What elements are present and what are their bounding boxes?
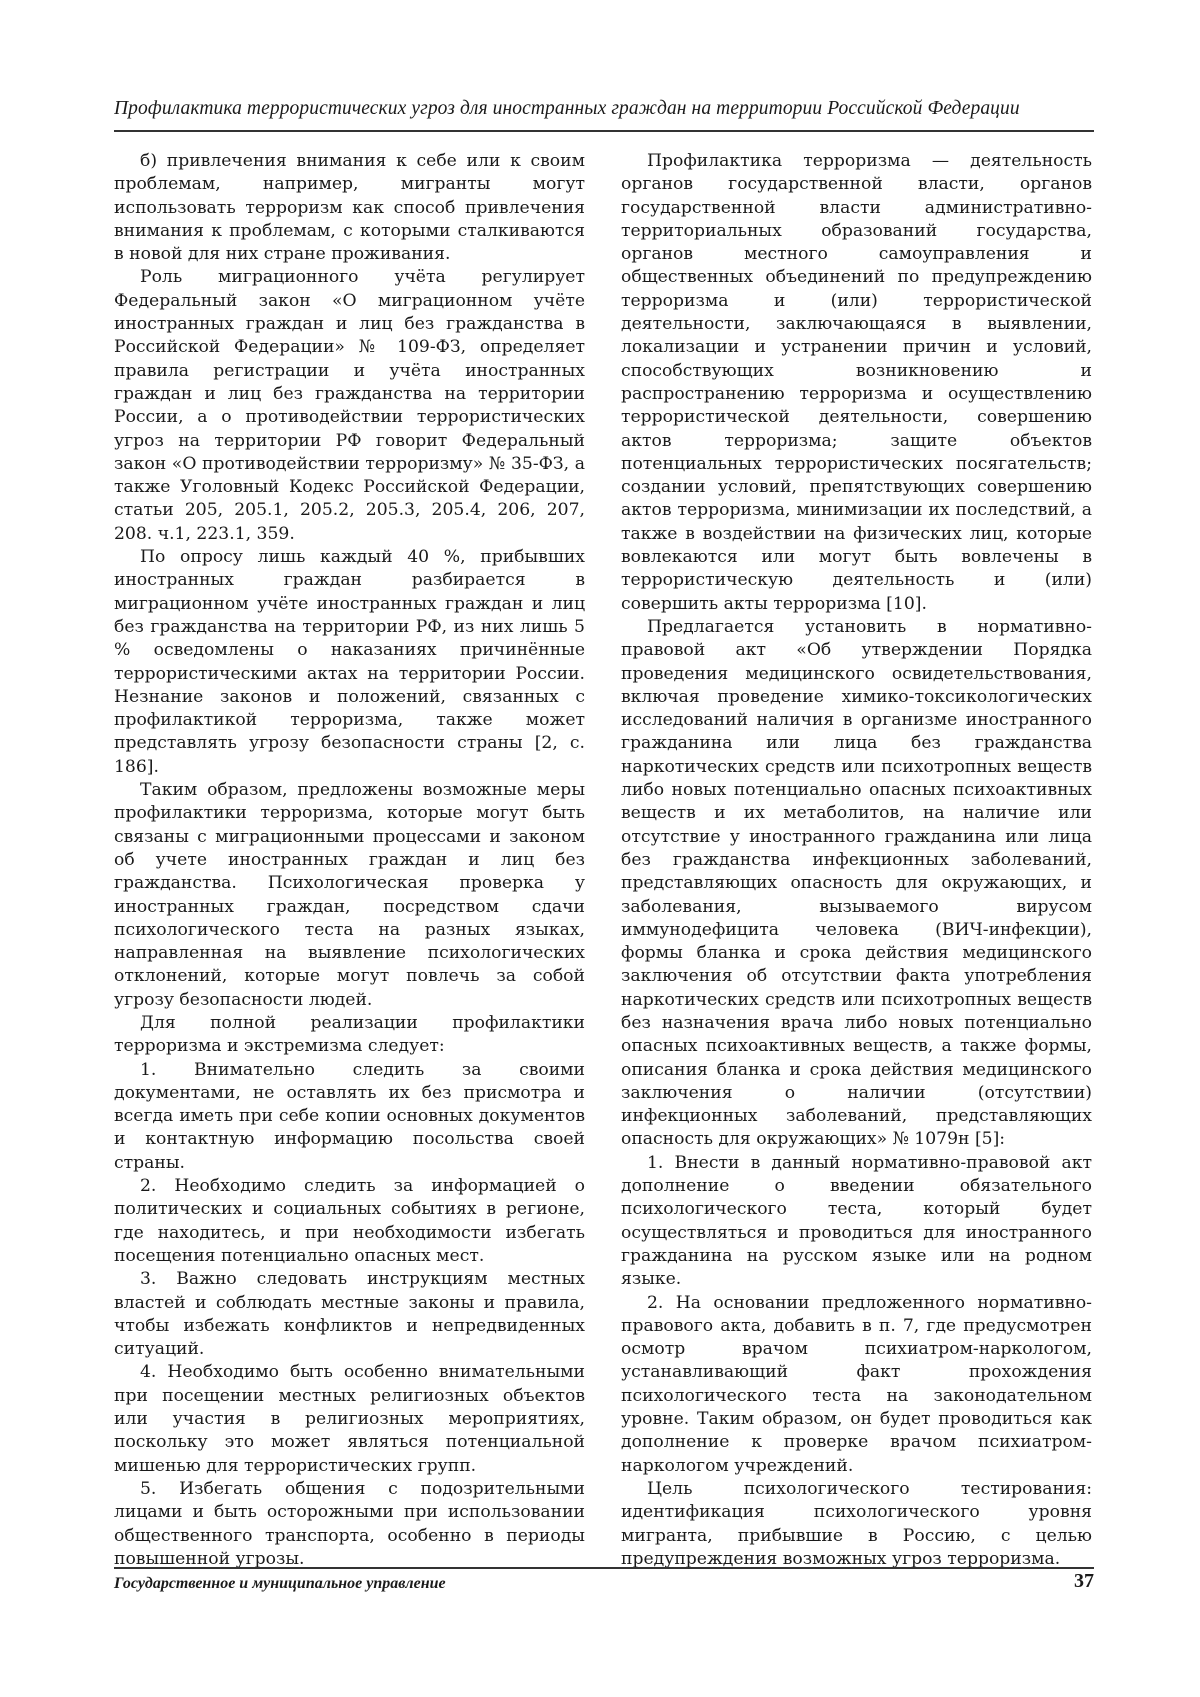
running-title: Профилактика террористических угроз для иностранных граждан на территории Российской Федерации	[114, 98, 1020, 119]
paragraph: б) привлечения внимания к себе или к своим проблемам, например, мигранты могут использовать терроризм как способ привлечения внимания к проблемам, с которыми сталкиваются в новой для них стране проживания.	[114, 151, 585, 265]
paragraph: Цель психологического тестирования: идентификация психологического уровня мигранта, прибывшие в Россию, с целью предупреждения возможных угроз терроризма.	[621, 1478, 1092, 1569]
journal-title: Государственное и муниципальное управление	[114, 1575, 446, 1592]
header-divider	[114, 130, 1094, 132]
list-item: 3. Важно следовать инструкциям местных властей и соблюдать местные законы и правила, чтобы избежать конфликтов и непредвиденных ситуаций.	[114, 1269, 585, 1360]
paragraph: Таким образом, предложены возможные меры профилактики терроризма, которые могут быть связаны с миграционными процессами и законом об учете иностранных граждан и лиц без гражданства. Психологическая проверка у иностранных граждан, посредством сдачи психологического теста на разных языках, направленная на выявление психологических отклонений, которые могут повлечь за собой угрозу безопасности людей.	[114, 780, 585, 1010]
list-item: 1. Внимательно следить за своими документами, не оставлять их без присмотра и всегда иметь при себе копии основных документов и контактную информацию посольства своей страны.	[114, 1059, 585, 1173]
page-number: 37	[1074, 1570, 1094, 1592]
paragraph: Предлагается установить в нормативно-правовой акт «Об утверждении Порядка проведения медицинского освидетельствования, включая проведение химико-токсикологических исследований наличия в организме иностранного гражданина или лица без гражданства наркотических средств или психотропных веществ либо новых потенциально опасных психоактивных веществ и их метаболитов, на наличие или отсутствие у иностранного гражданина или лица без гражданства инфекционных заболеваний, представляющих опасность для окружающих, и заболевания, вызываемого вирусом иммунодефицита человека (ВИЧ-инфекции), формы бланка и срока действия медицинского заключения об отсутствии факта употребления наркотических средств или психотропных веществ без назначения врача либо новых потенциально опасных психоактивных веществ, а также формы, описания бланка и срока действия медицинского заключения о наличии (отсутствии) инфекционных заболеваний, представляющих опасность для окружающих» № 1079н [5]:	[621, 616, 1092, 1150]
list-item: 2. Необходимо следить за информацией о политических и социальных событиях в регионе, где находитесь, и при необходимости избегать посещения потенциально опасных мест.	[114, 1176, 585, 1266]
left-column	[114, 150, 585, 1571]
paragraph: Для полной реализации профилактики терроризма и экстремизма следует:	[114, 1012, 585, 1057]
list-item: 4. Необходимо быть особенно внимательными при посещении местных религиозных объектов или участия в религиозных мероприятиях, поскольку это может являться потенциальной мишенью для террористических групп.	[114, 1362, 585, 1476]
right-column	[621, 150, 1092, 1571]
paragraph: Профилактика терроризма — деятельность органов государственной власти, органов государственной власти административно-территориальных образований государства, органов местного самоуправления и общественных объединений по предупреждению терроризма и (или) террористической деятельности, заключающаяся в выявлении, локализации и устранении причин и условий, способствующих возникновению и распространению терроризма и осуществлению террористической деятельности, совершению актов терроризма; защите объектов потенциальных террористических посягательств; создании условий, препятствующих совершению актов терроризма, минимизации их последствий, а также в воздействии на физических лиц, которые вовлекаются или могут быть вовлечены в террористическую деятельность и (или) совершить акты терроризма [10].	[621, 151, 1092, 614]
list-item: 2. На основании предложенного нормативно-правового акта, добавить в п. 7, где предусмотрен осмотр врачом психиатром-наркологом, устанавливающий факт прохождения психологического теста на законодательном уровне. Таким образом, он будет проводиться как дополнение к проверке врачом психиатром-наркологом учреждений.	[621, 1292, 1092, 1476]
footer-divider	[114, 1567, 1094, 1569]
paragraph: Роль миграционного учёта регулирует Федеральный закон «О миграционном учёте иностранных граждан и лиц без гражданства в Российской Федерации» № 109-ФЗ, определяет правила регистрации и учёта иностранных граждан и лиц без гражданства на территории России, а о противодействии террористических угроз на территории РФ говорит Федеральный закон «О противодействии терроризму» № 35-ФЗ, а также Уголовный Кодекс Российской Федерации, статьи 205, 205.1, 205.2, 205.3, 205.4, 206, 207, 208. ч.1, 223.1, 359.	[114, 267, 585, 544]
list-item: 5. Избегать общения с подозрительными лицами и быть осторожными при использовании общественного транспорта, особенно в периоды повышенной угрозы.	[114, 1478, 585, 1569]
list-item: 1. Внести в данный нормативно-правовой акт дополнение о введении обязательного психологического теста, который будет осуществляться и проводиться для иностранного гражданина на русском языке или на родном языке.	[621, 1152, 1092, 1290]
paragraph: По опросу лишь каждый 40 %, прибывших иностранных граждан разбирается в миграционном учёте иностранных граждан и лиц без гражданства на территории РФ, из них лишь 5 % осведомлены о наказаниях причинённые террористическими актах на территории России. Незнание законов и положений, связанных с профилактикой терроризма, также может представлять угрозу безопасности страны [2, с. 186].	[114, 547, 585, 777]
